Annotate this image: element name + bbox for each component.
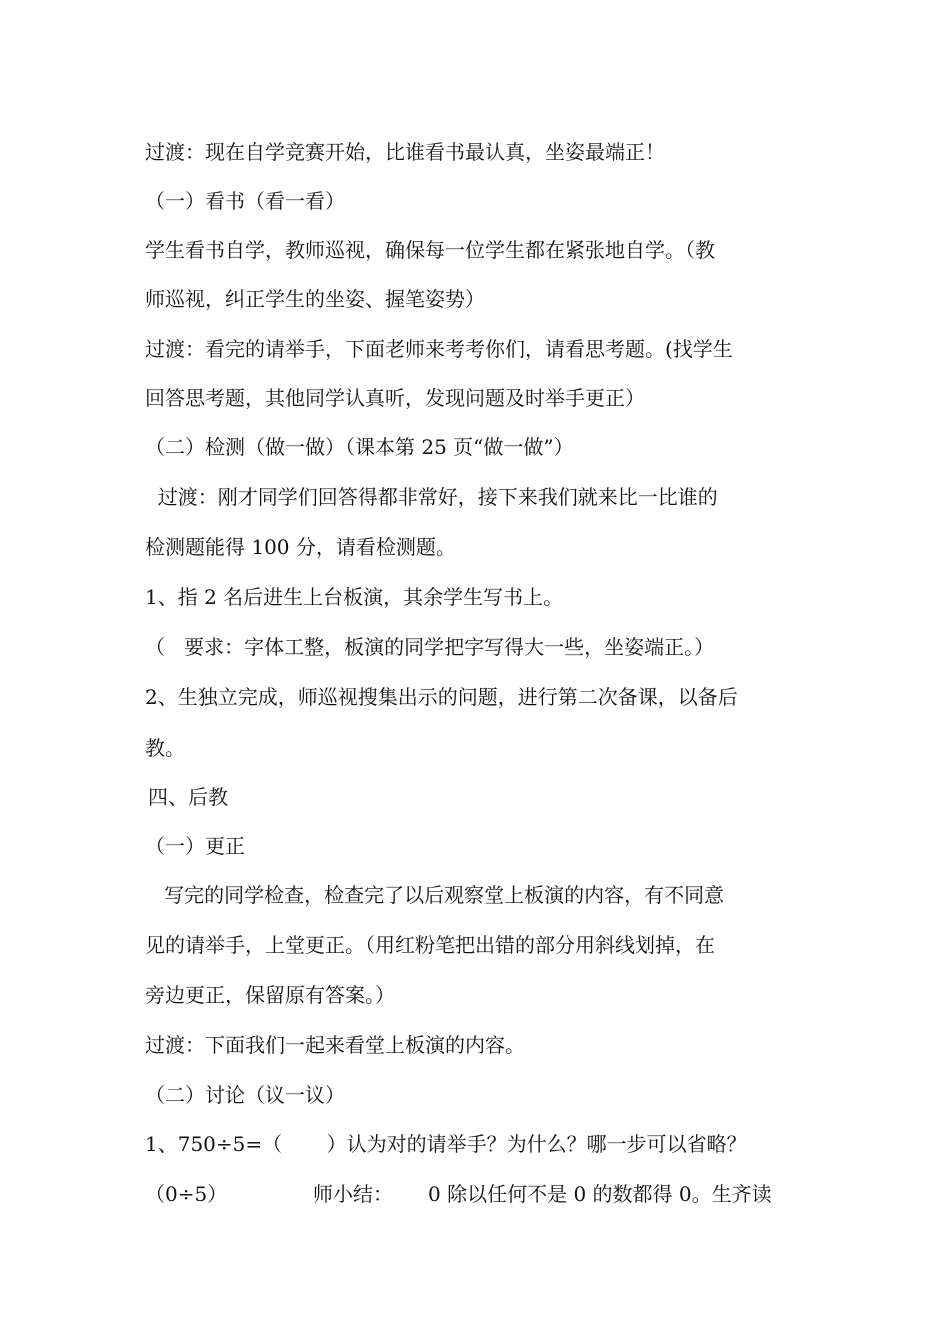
text-line: （ 要求：字体工整，板演的同学把字写得大一些，坐姿端正。） [145, 635, 715, 659]
text-line: 2、生独立完成，师巡视搜集出示的问题，进行第二次备课，以备后 [145, 685, 738, 709]
text-line: 见的请举手，上堂更正。（用红粉笔把出错的部分用斜线划掉，在 [145, 933, 715, 957]
text-line: （一）看书（看一看） [145, 189, 345, 213]
text-line: 1、指 2 名后进生上台板演，其余学生写书上。 [145, 585, 564, 609]
text-line: （二）检测（做一做）（课本第 25 页“做一做”） [145, 435, 574, 459]
text-line-left: （0÷5） [145, 1182, 228, 1206]
text-line: 检测题能得 100 分，请看检测题。 [145, 535, 456, 559]
text-line: 过渡：现在自学竞赛开始，比谁看书最认真，坐姿最端正！ [145, 140, 665, 164]
text-line-right: 0 除以任何不是 0 的数都得 0。生齐读 [428, 1182, 772, 1206]
text-line: 过渡：刚才同学们回答得都非常好，接下来我们就来比一比谁的 [145, 485, 718, 509]
text-line: 旁边更正，保留原有答案。） [145, 983, 395, 1007]
text-line-middle: 师小结： [313, 1182, 393, 1206]
text-line: 师巡视，纠正学生的坐姿、握笔姿势） [145, 287, 485, 311]
text-line: （二）讨论（议一议） [145, 1083, 345, 1107]
text-line: 过渡：下面我们一起来看堂上板演的内容。 [145, 1033, 525, 1057]
text-line: 教。 [145, 736, 185, 760]
section-heading: 四、后教 [148, 785, 228, 809]
text-line: 写完的同学检查，检查完了以后观察堂上板演的内容，有不同意 [145, 883, 725, 907]
text-line: 1、750÷5=（ ）认为对的请举手？为什么？哪一步可以省略？ [145, 1132, 747, 1156]
text-line: 回答思考题，其他同学认真听，发现问题及时举手更正） [145, 386, 645, 410]
text-line: （一）更正 [145, 834, 245, 858]
text-line: 学生看书自学，教师巡视，确保每一位学生都在紧张地自学。（教 [145, 238, 715, 262]
text-line: 过渡：看完的请举手，下面老师来考考你们，请看思考题。(找学生 [145, 337, 733, 361]
